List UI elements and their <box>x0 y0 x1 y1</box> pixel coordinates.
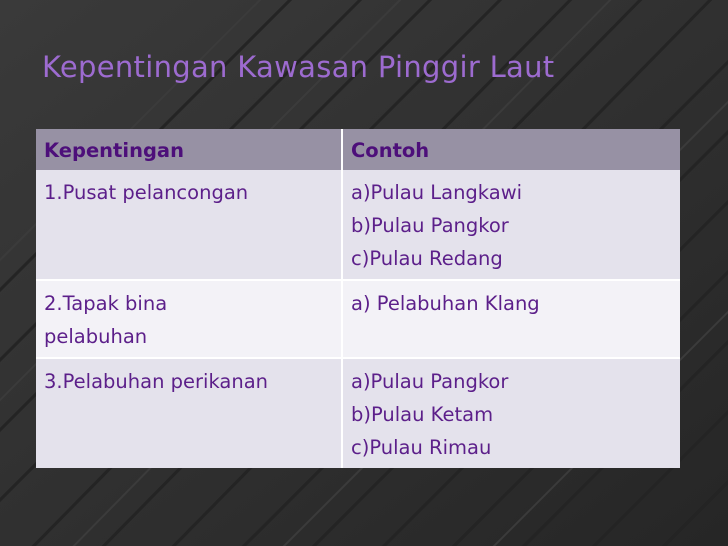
example-item: b)Pulau Pangkor <box>351 214 509 237</box>
header-kepentingan: Kepentingan <box>36 129 342 170</box>
slide-title: Kepentingan Kawasan Pinggir Laut <box>42 50 555 84</box>
importance-cell <box>36 170 342 280</box>
importance-cell <box>36 280 342 358</box>
examples-cell <box>342 170 680 280</box>
header-contoh: Contoh <box>342 129 680 170</box>
table-header-row <box>36 129 680 170</box>
importance-text: 2.Tapak bina <box>44 292 168 315</box>
examples-cell <box>342 358 680 468</box>
example-item: c)Pulau Rimau <box>351 436 492 459</box>
table-row <box>36 170 680 280</box>
importance-text: 1.Pusat pelancongan <box>44 181 249 204</box>
importance-text: 3.Pelabuhan perikanan <box>44 370 269 393</box>
examples-cell <box>342 280 680 358</box>
importance-table <box>36 129 680 465</box>
table-row <box>36 358 680 468</box>
importance-cell <box>36 358 342 468</box>
table-row <box>36 280 680 358</box>
example-item: a)Pulau Pangkor <box>351 370 509 393</box>
example-item: c)Pulau Redang <box>351 247 503 270</box>
importance-text: pelabuhan <box>44 325 148 348</box>
example-item: a) Pelabuhan Klang <box>351 292 540 315</box>
example-item: b)Pulau Ketam <box>351 403 494 426</box>
example-item: a)Pulau Langkawi <box>351 181 523 204</box>
